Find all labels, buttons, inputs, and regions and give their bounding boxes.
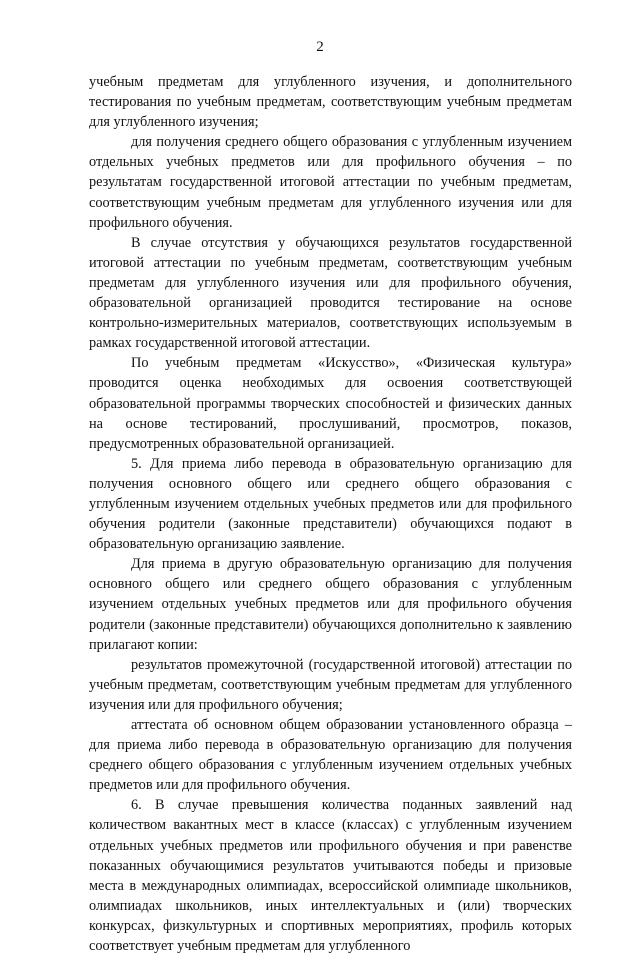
paragraph-results-copy: результатов промежуточной (государственной итоговой) аттестации по учебным предметам, соответствующим учебным предметам для углубленного изучения или для профильного обучения; bbox=[89, 656, 572, 713]
page-number: 2 bbox=[316, 39, 324, 55]
paragraph-other-organization: Для приема в другую образовательную организацию для получения основного общего или среднего общего образования с углубленным изучением отдельных учебных предметов или для профильного обучения родители (законные представители) обучающихся дополнительно к заявлению прилагают копии: bbox=[89, 556, 572, 653]
paragraph-certificate-copy: аттестата об основном общем образовании установленного образца – для приема либо перевода в образовательную организацию для получения среднего общего образования с углубленным изучением отдельных учебных предметов или для профильного обучения. bbox=[89, 717, 572, 794]
paragraph-continuation: учебным предметам для углубленного изучения, и дополнительного тестирования по учебным предметам, соответствующим учебным предметам для углубленного изучения; bbox=[89, 74, 572, 131]
paragraph-secondary-admission: для получения среднего общего образования с углубленным изучением отдельных учебных предметов или для профильного обучения – по результатам государственной итоговой аттестации по учебным предметам, соответствующим учебным предметам для углубленного изучения или для профильного обучения. bbox=[89, 134, 572, 231]
body-text bbox=[89, 72, 572, 956]
paragraph-missing-results: В случае отсутствия у обучающихся результатов государственной итоговой аттестации по учебным предметам, соответствующим учебным предметам для углубленного изучения или для профильного обучения, образовательной организацией проводится тестирование на основе контрольно-измерительных материалов, соответствующих используемым в рамках государственной итоговой аттестации. bbox=[89, 234, 572, 352]
paragraph-item-6: 6. В случае превышения количества поданных заявлений над количеством вакантных мест в классе (классах) с углубленным изучением отдельных учебных предметов или профильного обучения и при равенстве показанных обучающимися результатов учитываются победы и призовые места в международных олимпиадах, всероссийской олимпиаде школьников, олимпиадах школьников, иных интеллектуальных и (или) творческих конкурсах, физкультурных и спортивных мероприятиях, профиль которых соответствует учебным предметам для углубленного bbox=[89, 797, 572, 955]
paragraph-art-physical-culture: По учебным предметам «Искусство», «Физическая культура» проводится оценка необходимых для освоения соответствующей образовательной программы творческих способностей и физических данных на основе тестирований, прослушиваний, просмотров, показов, предусмотренных образовательной организацией. bbox=[89, 355, 572, 452]
paragraph-item-5: 5. Для приема либо перевода в образовательную организацию для получения основного общего или среднего общего образования с углубленным изучением отдельных учебных предметов или для профильного обучения родители (законные представители) обучающихся подают в образовательную организацию заявление. bbox=[89, 455, 572, 553]
